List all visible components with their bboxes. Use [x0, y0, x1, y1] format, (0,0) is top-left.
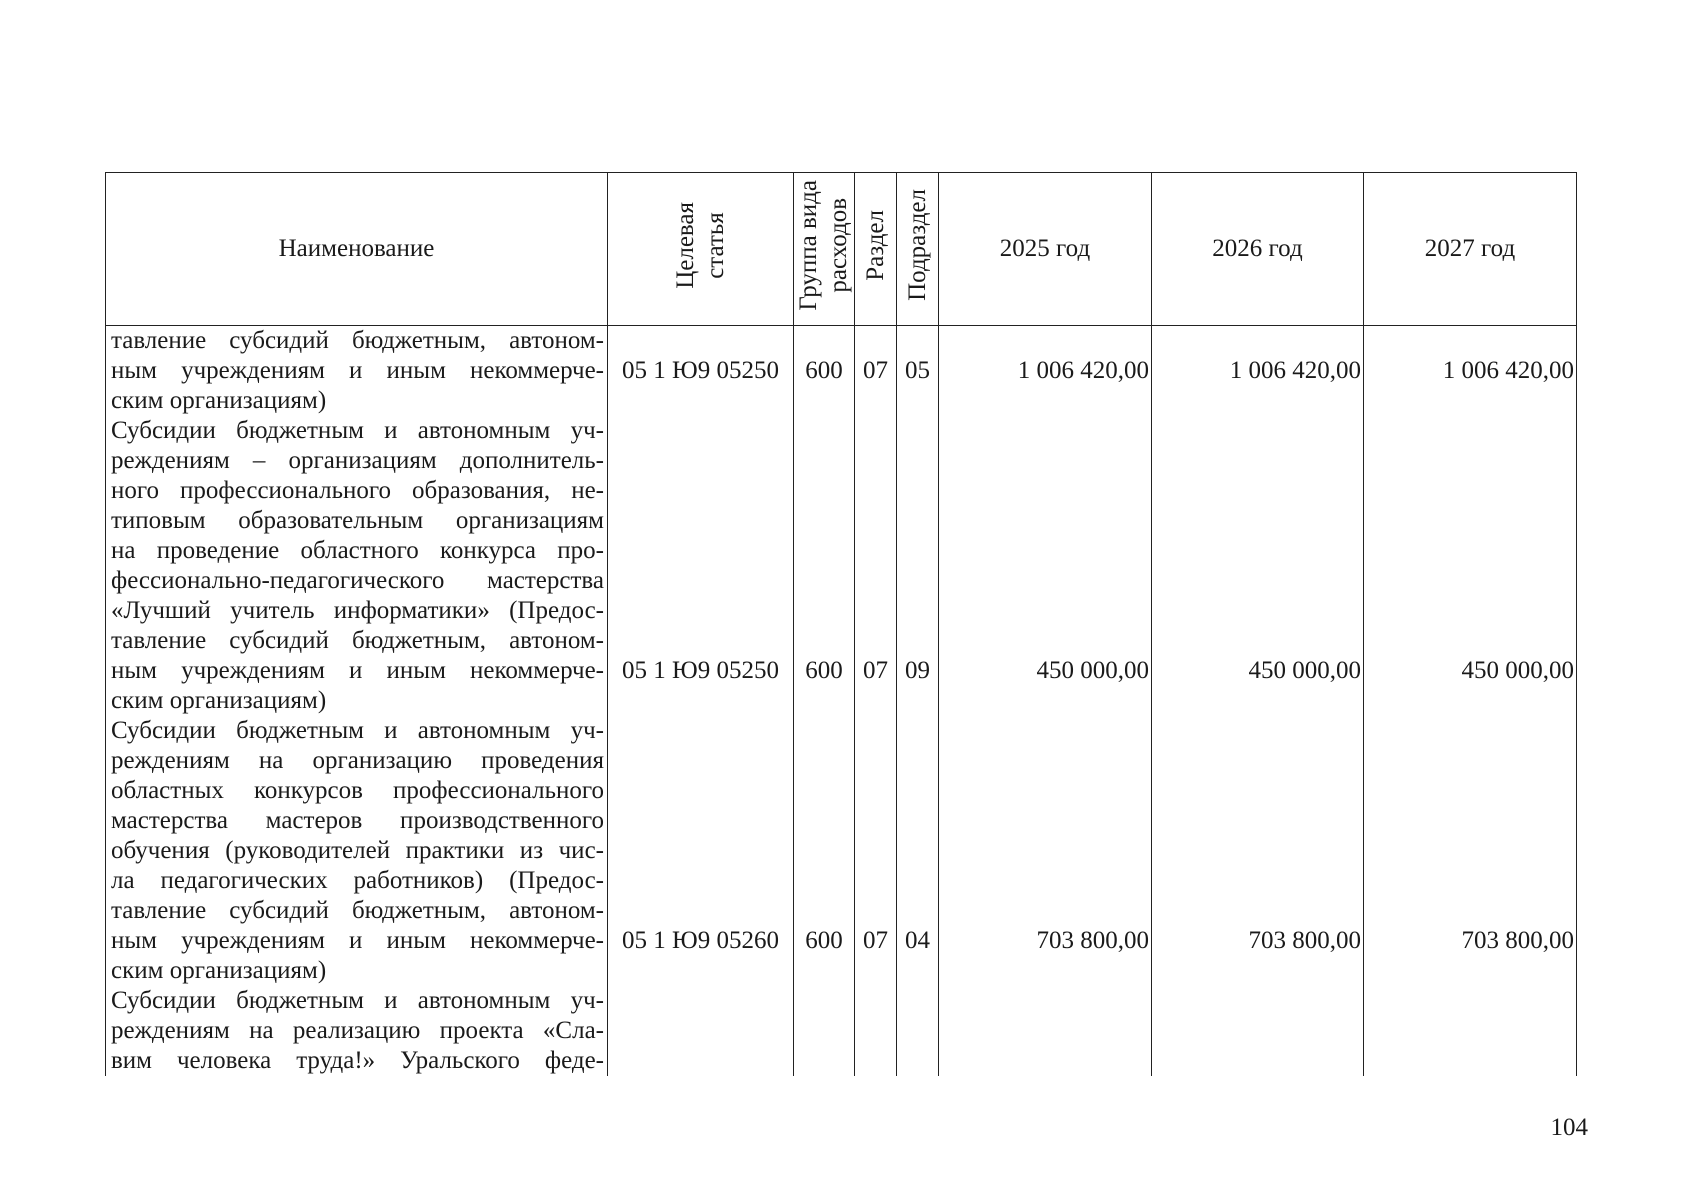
row-amount-2025: 1 006 420,00: [939, 326, 1152, 417]
row-amount-2027: 703 800,00: [1364, 716, 1577, 986]
row-name: [106, 326, 608, 417]
row-expense-group: 600: [794, 716, 855, 986]
header-year-2025: 2025 год: [939, 173, 1152, 326]
row-expense-group: [794, 986, 855, 1076]
table-row: [106, 326, 1577, 417]
row-expense-group: 600: [794, 416, 855, 716]
row-name-line: «Лучший учитель информатики» (Предос-: [111, 597, 604, 624]
header-name: Наименование: [106, 173, 608, 326]
row-amount-2026: 703 800,00: [1152, 716, 1364, 986]
row-section: 07: [855, 326, 897, 417]
row-expense-group: 600: [794, 326, 855, 417]
header-year-2027: 2027 год: [1364, 173, 1577, 326]
row-target-article: 05 1 Ю9 05250: [608, 326, 794, 417]
row-name-line: на проведение областного конкурса про-: [111, 537, 604, 564]
row-section: 07: [855, 716, 897, 986]
row-name-line: областных конкурсов профессионального: [111, 777, 604, 804]
row-name-line: ским организациям): [111, 387, 327, 414]
row-amount-2025: 703 800,00: [939, 716, 1152, 986]
row-name-line: ским организациям): [111, 687, 327, 714]
header-year-2026: 2026 год: [1152, 173, 1364, 326]
row-name-line: ла педагогических работников) (Предос-: [111, 867, 604, 894]
row-amount-2026: [1152, 986, 1364, 1076]
row-name-line: ным учреждениям и иным некоммерче-: [111, 657, 604, 684]
header-subsection: Подраздел: [897, 173, 939, 326]
row-target-article: [608, 986, 794, 1076]
row-amount-2025: [939, 986, 1152, 1076]
row-amount-2027: [1364, 986, 1577, 1076]
row-subsection: 04: [897, 716, 939, 986]
row-name-line: тавление субсидий бюджетным, автоном-: [111, 327, 604, 354]
table-row: [106, 716, 1577, 986]
table-header-row: [106, 173, 1577, 326]
row-name-line: Субсидии бюджетным и автономным уч-: [111, 417, 604, 444]
row-subsection: 09: [897, 416, 939, 716]
row-name-line: ного профессионального образования, не-: [111, 477, 604, 504]
row-name-line: тавление субсидий бюджетным, автоном-: [111, 627, 604, 654]
table-row: [106, 986, 1577, 1076]
row-name-line: фессионально-педагогического мастерства: [111, 567, 604, 594]
row-name-line: мастерства мастеров производственного: [111, 807, 604, 834]
row-amount-2027: 450 000,00: [1364, 416, 1577, 716]
row-name-line: Субсидии бюджетным и автономным уч-: [111, 987, 604, 1014]
row-amount-2026: 450 000,00: [1152, 416, 1364, 716]
header-expense-group: Группа вида расходов: [794, 173, 855, 326]
row-name: [106, 716, 608, 986]
page-number: 104: [1550, 1114, 1588, 1141]
row-name-line: типовым образовательным организациям: [111, 507, 604, 534]
row-target-article: 05 1 Ю9 05260: [608, 716, 794, 986]
row-name-line: ным учреждениям и иным некоммерче-: [111, 927, 604, 954]
row-name-line: ским организациям): [111, 957, 327, 984]
budget-table: [105, 172, 1577, 1076]
header-target-article: Целевая статья: [608, 173, 794, 326]
row-name-line: реждениям – организациям дополнитель-: [111, 447, 604, 474]
row-name-line: реждениям на организацию проведения: [111, 747, 604, 774]
row-amount-2027: 1 006 420,00: [1364, 326, 1577, 417]
header-section: Раздел: [855, 173, 897, 326]
row-name-line: Субсидии бюджетным и автономным уч-: [111, 717, 604, 744]
row-name: [106, 416, 608, 716]
row-amount-2026: 1 006 420,00: [1152, 326, 1364, 417]
row-name-line: обучения (руководителей практики из чис-: [111, 837, 604, 864]
row-name-line: реждениям на реализацию проекта «Сла-: [111, 1017, 604, 1044]
row-subsection: [897, 986, 939, 1076]
row-name-line: тавление субсидий бюджетным, автоном-: [111, 897, 604, 924]
row-target-article: 05 1 Ю9 05250: [608, 416, 794, 716]
row-name-line: ным учреждениям и иным некоммерче-: [111, 357, 604, 384]
row-subsection: 05: [897, 326, 939, 417]
row-section: 07: [855, 416, 897, 716]
row-name-line: вим человека труда!» Уральского феде-: [111, 1047, 604, 1074]
row-section: [855, 986, 897, 1076]
row-amount-2025: 450 000,00: [939, 416, 1152, 716]
row-name: [106, 986, 608, 1076]
table-row: [106, 416, 1577, 716]
